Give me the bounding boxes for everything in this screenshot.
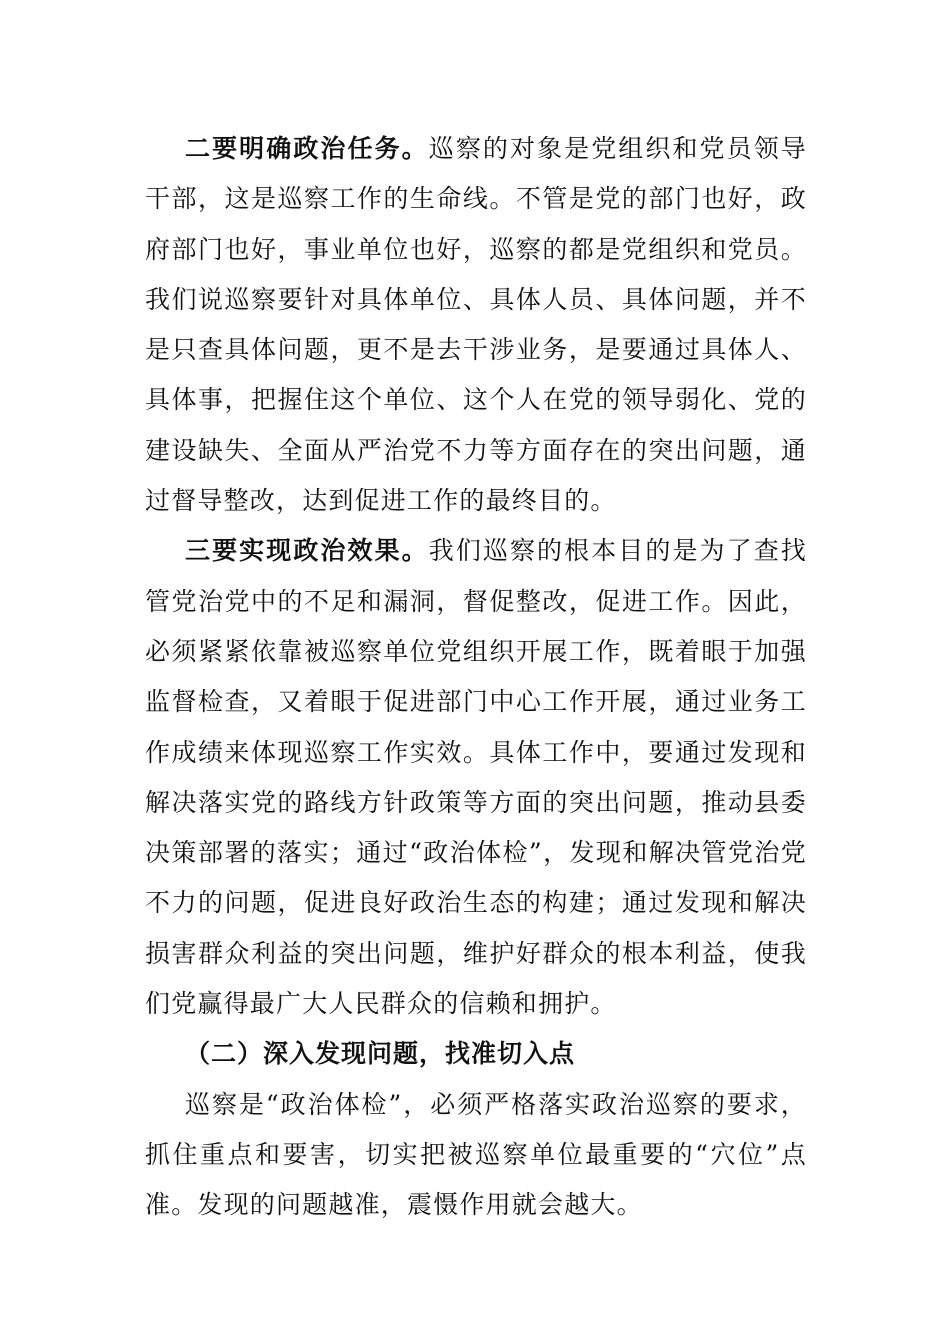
paragraph-political-effect (145, 526, 807, 1029)
section-heading: （二）深入发现问题，找准切入点 (185, 1039, 576, 1069)
paragraph-text-political-effect: 我们巡察的根本目的是为了查找管党治党中的不足和漏洞，督促整改，促进工作。因此，必须紧紧依靠被巡察单位党组织开展工作，既着眼于加强监督检查，又着眼于促进部门中心工作开展，通过业务工作成绩来体现巡察工作实效。具体工作中，要通过发现和解决落实党的路线方针政策等方面的突出问题，推动县委决策部署的落实；通过“政治体检”，发现和解决管党治党不力的问题，促进良好政治生态的构建；通过发现和解决损害群众利益的突出问题，维护好群众的根本利益，使我们党赢得最广大人民群众的信赖和拥护。 (145, 536, 807, 1019)
paragraph-lead-political-effect: 三要实现政治效果。 (185, 536, 429, 566)
paragraph-political-task (145, 124, 807, 526)
paragraph-text-political-task: 巡察的对象是党组织和党员领导干部，这是巡察工作的生命线。不管是党的部门也好，政府部门也好，事业单位也好，巡察的都是党组织和党员。我们说巡察要针对具体单位、具体人员、具体问题，并不是只查具体问题，更不是去干涉业务，是要通过具体人、具体事，把握住这个单位、这个人在党的领导弱化、党的建设缺失、全面从严治党不力等方面存在的突出问题，通过督导整改，达到促进工作的最终目的。 (145, 134, 807, 516)
paragraph-inspection (145, 1080, 807, 1231)
document-body (145, 124, 807, 1231)
paragraph-text-inspection: 巡察是“政治体检”，必须严格落实政治巡察的要求，抓住重点和要害，切实把被巡察单位最重要的“穴位”点准。发现的问题越准，震慑作用就会越大。 (145, 1089, 807, 1220)
paragraph-lead-political-task: 二要明确政治任务。 (185, 134, 429, 163)
